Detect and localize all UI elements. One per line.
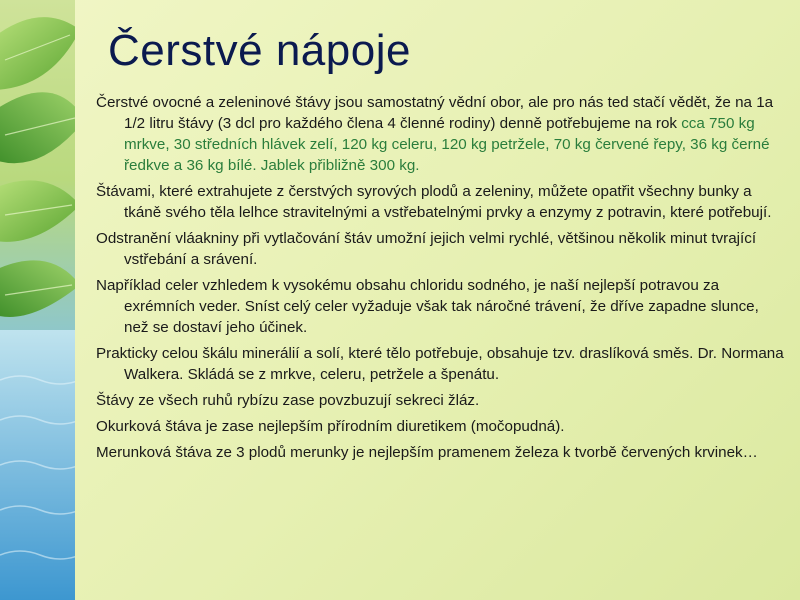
- paragraph-2: Štávami, které extrahujete z čerstvých syrových plodů a zeleniny, můžete opatřit všechny bunky a tkáně svého těla lelhce stravitelnými a vstřebatelnými prvky a enzymy z potravin, které potřebují.: [96, 183, 772, 221]
- paragraph-7: Okurková štáva je zase nejlepším přírodním diuretikem (močopudná).: [96, 418, 565, 435]
- leaves-and-water-icon: [0, 0, 75, 600]
- paragraph-1-highlight: cca 750 kg mrkve, 30 středních hlávek zelí, 120 kg celeru, 120 kg petržele, 70 kg červené řepy, 36 kg černé ředkve a 36 kg bílé. Jablek přibližně 300 kg.: [124, 115, 770, 174]
- slide-title: Čerstvé nápoje: [108, 26, 411, 75]
- paragraph-1-text: Čerstvé ovocné a zeleninové štávy jsou samostatný vědní obor, ale pro nás ted stačí vědět, že na 1a 1/2 litru štávy (3 dcl pro každého člena 4 členné rodiny) denně potřebujeme na rok: [96, 94, 774, 132]
- paragraph-4: Například celer vzhledem k vysokému obsahu chloridu sodného, je naší nejlepší potravou za exrémních veder. Sníst celý celer vyžaduje však tak náročné trávení, že dříve zapadne slunce, než se dostaví jeho účinek.: [96, 277, 759, 336]
- paragraph-6: Štávy ze všech ruhů rybízu zase povzbuzují sekreci žláz.: [96, 392, 480, 409]
- slide-body: [96, 92, 786, 468]
- paragraph-5: Prakticky celou škálu minerálií a solí, které tělo potřebuje, obsahuje tzv. draslíková směs. Dr. Normana Walkera. Skládá se z mrkve, celeru, petržele a špenátu.: [96, 345, 784, 383]
- paragraph-8: Merunková štáva ze 3 plodů merunky je nejlepším pramenem železa k tvorbě červených krvinek…: [96, 444, 758, 461]
- paragraph-1: [96, 92, 786, 176]
- paragraph-3: Odstranění vláakniny při vytlačování štáv umožní jejich velmi rychlé, většinou několik minut tvrající vstřebání a srávení.: [96, 230, 757, 268]
